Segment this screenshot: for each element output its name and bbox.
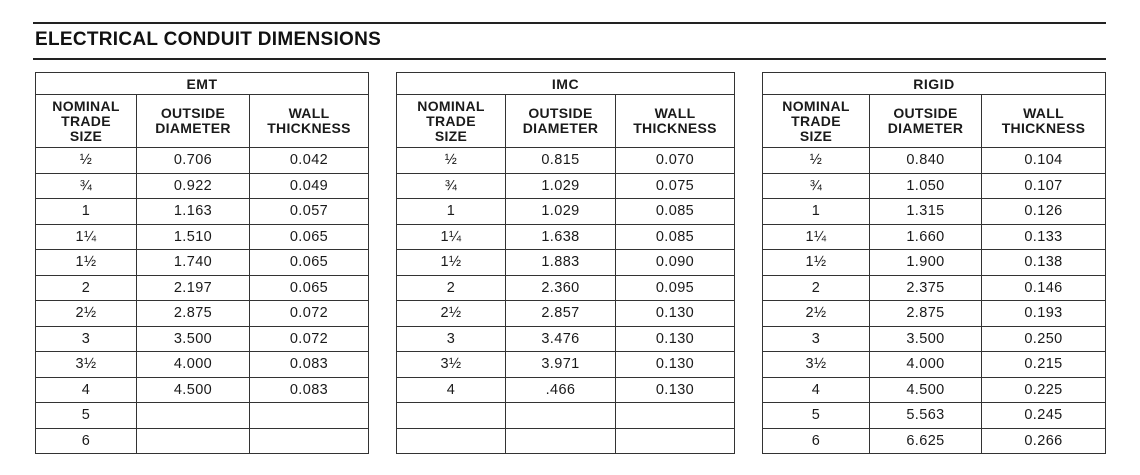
outside-diameter-cell: 4.500 (870, 377, 982, 403)
outside-diameter-cell (506, 428, 616, 454)
nominal-trade-size-cell: 2 (397, 275, 506, 301)
outside-diameter-cell (137, 403, 250, 429)
wall-thickness-cell: 0.083 (250, 352, 369, 378)
table-row (397, 377, 735, 403)
wall-thickness-cell (250, 428, 369, 454)
table-row (763, 326, 1106, 352)
nominal-trade-size-cell: 3 (36, 326, 137, 352)
table-row (763, 250, 1106, 276)
wall-thickness-cell: 0.107 (982, 173, 1106, 199)
outside-diameter-cell: 2.857 (506, 301, 616, 327)
wall-thickness-cell: 0.065 (250, 250, 369, 276)
nominal-trade-size-cell: 2½ (763, 301, 870, 327)
outside-diameter-cell: 1.660 (870, 224, 982, 250)
outside-diameter-cell: 3.500 (870, 326, 982, 352)
table-row (763, 403, 1106, 429)
wall-thickness-cell: 0.266 (982, 428, 1106, 454)
nominal-trade-size-cell: 2 (36, 275, 137, 301)
wall-thickness-cell: 0.126 (982, 199, 1106, 225)
outside-diameter-cell: 0.706 (137, 148, 250, 174)
nominal-trade-size-cell: 2½ (397, 301, 506, 327)
outside-diameter-cell: 1.163 (137, 199, 250, 225)
wall-thickness-cell: 0.130 (616, 377, 735, 403)
table-row (763, 275, 1106, 301)
title-bottom-rule (33, 58, 1106, 60)
table-row (763, 173, 1106, 199)
outside-diameter-cell: 1.029 (506, 199, 616, 225)
emt-table (35, 72, 369, 454)
outside-diameter-cell: 1.900 (870, 250, 982, 276)
table-title: IMC (397, 73, 735, 95)
col-header-outside-diameter: OUTSIDE DIAMETER (506, 95, 616, 148)
wall-thickness-cell (616, 428, 735, 454)
table-row (397, 148, 735, 174)
outside-diameter-cell: 4.000 (870, 352, 982, 378)
table-row (397, 403, 735, 429)
table-row (36, 301, 369, 327)
nominal-trade-size-cell: 3 (763, 326, 870, 352)
table-row (397, 173, 735, 199)
outside-diameter-cell: 3.971 (506, 352, 616, 378)
table-row (763, 377, 1106, 403)
outside-diameter-cell: 2.197 (137, 275, 250, 301)
outside-diameter-cell: 1.510 (137, 224, 250, 250)
outside-diameter-cell: 1.638 (506, 224, 616, 250)
nominal-trade-size-cell: 1 (763, 199, 870, 225)
table-row (397, 352, 735, 378)
wall-thickness-cell: 0.085 (616, 224, 735, 250)
nominal-trade-size-cell: 4 (397, 377, 506, 403)
table-row (397, 428, 735, 454)
col-header-nominal-trade-size: NOMINAL TRADE SIZE (397, 95, 506, 148)
wall-thickness-cell: 0.085 (616, 199, 735, 225)
table-row (763, 301, 1106, 327)
rigid-table-panel (762, 72, 1106, 454)
nominal-trade-size-cell: 3½ (397, 352, 506, 378)
nominal-trade-size-cell: 1½ (397, 250, 506, 276)
wall-thickness-cell: 0.193 (982, 301, 1106, 327)
table-row (36, 148, 369, 174)
table-row (763, 352, 1106, 378)
emt-table-panel (35, 72, 369, 454)
outside-diameter-cell: 1.740 (137, 250, 250, 276)
table-row (763, 428, 1106, 454)
table-row (36, 275, 369, 301)
nominal-trade-size-cell: 1½ (763, 250, 870, 276)
table-row (36, 199, 369, 225)
nominal-trade-size-cell: 6 (763, 428, 870, 454)
col-header-wall-thickness: WALL THICKNESS (250, 95, 369, 148)
nominal-trade-size-cell: 1¼ (397, 224, 506, 250)
wall-thickness-cell: 0.130 (616, 326, 735, 352)
wall-thickness-cell: 0.070 (616, 148, 735, 174)
outside-diameter-cell: 5.563 (870, 403, 982, 429)
table-title: EMT (36, 73, 369, 95)
table-row (36, 326, 369, 352)
nominal-trade-size-cell: 1¼ (36, 224, 137, 250)
table-row (36, 173, 369, 199)
nominal-trade-size-cell: 2½ (36, 301, 137, 327)
wall-thickness-cell: 0.072 (250, 301, 369, 327)
outside-diameter-cell: 4.500 (137, 377, 250, 403)
outside-diameter-cell (137, 428, 250, 454)
outside-diameter-cell: 1.029 (506, 173, 616, 199)
nominal-trade-size-cell: 2 (763, 275, 870, 301)
outside-diameter-cell: 1.315 (870, 199, 982, 225)
col-header-wall-thickness: WALL THICKNESS (616, 95, 735, 148)
outside-diameter-cell: 0.840 (870, 148, 982, 174)
wall-thickness-cell: 0.250 (982, 326, 1106, 352)
col-header-outside-diameter: OUTSIDE DIAMETER (137, 95, 250, 148)
table-row (36, 428, 369, 454)
imc-table-panel (396, 72, 735, 454)
wall-thickness-cell: 0.075 (616, 173, 735, 199)
outside-diameter-cell: 3.476 (506, 326, 616, 352)
table-row (763, 224, 1106, 250)
table-row (36, 377, 369, 403)
wall-thickness-cell: 0.065 (250, 275, 369, 301)
nominal-trade-size-cell: 4 (763, 377, 870, 403)
table-row (36, 224, 369, 250)
nominal-trade-size-cell (397, 428, 506, 454)
nominal-trade-size-cell: ½ (397, 148, 506, 174)
nominal-trade-size-cell: 3½ (36, 352, 137, 378)
outside-diameter-cell: 2.360 (506, 275, 616, 301)
outside-diameter-cell: 2.875 (137, 301, 250, 327)
outside-diameter-cell: 1.883 (506, 250, 616, 276)
wall-thickness-cell: 0.057 (250, 199, 369, 225)
nominal-trade-size-cell: 3½ (763, 352, 870, 378)
wall-thickness-cell (616, 403, 735, 429)
wall-thickness-cell: 0.095 (616, 275, 735, 301)
outside-diameter-cell: 0.815 (506, 148, 616, 174)
table-row (763, 199, 1106, 225)
nominal-trade-size-cell: 3 (397, 326, 506, 352)
wall-thickness-cell: 0.049 (250, 173, 369, 199)
nominal-trade-size-cell: 6 (36, 428, 137, 454)
outside-diameter-cell: 4.000 (137, 352, 250, 378)
wall-thickness-cell: 0.133 (982, 224, 1106, 250)
table-row (36, 403, 369, 429)
nominal-trade-size-cell: 1 (36, 199, 137, 225)
table-row (397, 326, 735, 352)
nominal-trade-size-cell: 5 (763, 403, 870, 429)
wall-thickness-cell: 0.130 (616, 301, 735, 327)
table-row (397, 275, 735, 301)
page-title: ELECTRICAL CONDUIT DIMENSIONS (35, 29, 382, 50)
table-row (397, 250, 735, 276)
wall-thickness-cell: 0.215 (982, 352, 1106, 378)
nominal-trade-size-cell: ½ (36, 148, 137, 174)
col-header-outside-diameter: OUTSIDE DIAMETER (870, 95, 982, 148)
nominal-trade-size-cell: 4 (36, 377, 137, 403)
table-row (397, 199, 735, 225)
table-row (36, 250, 369, 276)
table-row (397, 301, 735, 327)
imc-table (396, 72, 735, 454)
title-top-rule (33, 22, 1106, 24)
nominal-trade-size-cell: 5 (36, 403, 137, 429)
col-header-wall-thickness: WALL THICKNESS (982, 95, 1106, 148)
wall-thickness-cell (250, 403, 369, 429)
table-row (763, 148, 1106, 174)
rigid-table (762, 72, 1106, 454)
wall-thickness-cell: 0.104 (982, 148, 1106, 174)
nominal-trade-size-cell: ¾ (763, 173, 870, 199)
col-header-nominal-trade-size: NOMINAL TRADE SIZE (36, 95, 137, 148)
table-row (397, 224, 735, 250)
nominal-trade-size-cell: 1¼ (763, 224, 870, 250)
wall-thickness-cell: 0.138 (982, 250, 1106, 276)
wall-thickness-cell: 0.042 (250, 148, 369, 174)
wall-thickness-cell: 0.130 (616, 352, 735, 378)
table-title: RIGID (763, 73, 1106, 95)
wall-thickness-cell: 0.083 (250, 377, 369, 403)
wall-thickness-cell: 0.245 (982, 403, 1106, 429)
outside-diameter-cell: 1.050 (870, 173, 982, 199)
wall-thickness-cell: 0.065 (250, 224, 369, 250)
outside-diameter-cell: 6.625 (870, 428, 982, 454)
wall-thickness-cell: 0.090 (616, 250, 735, 276)
nominal-trade-size-cell: 1½ (36, 250, 137, 276)
outside-diameter-cell: .466 (506, 377, 616, 403)
outside-diameter-cell: 3.500 (137, 326, 250, 352)
nominal-trade-size-cell: ¾ (397, 173, 506, 199)
nominal-trade-size-cell: 1 (397, 199, 506, 225)
wall-thickness-cell: 0.072 (250, 326, 369, 352)
nominal-trade-size-cell (397, 403, 506, 429)
wall-thickness-cell: 0.146 (982, 275, 1106, 301)
outside-diameter-cell: 0.922 (137, 173, 250, 199)
nominal-trade-size-cell: ¾ (36, 173, 137, 199)
nominal-trade-size-cell: ½ (763, 148, 870, 174)
table-row (36, 352, 369, 378)
outside-diameter-cell (506, 403, 616, 429)
wall-thickness-cell: 0.225 (982, 377, 1106, 403)
col-header-nominal-trade-size: NOMINAL TRADE SIZE (763, 95, 870, 148)
outside-diameter-cell: 2.875 (870, 301, 982, 327)
outside-diameter-cell: 2.375 (870, 275, 982, 301)
